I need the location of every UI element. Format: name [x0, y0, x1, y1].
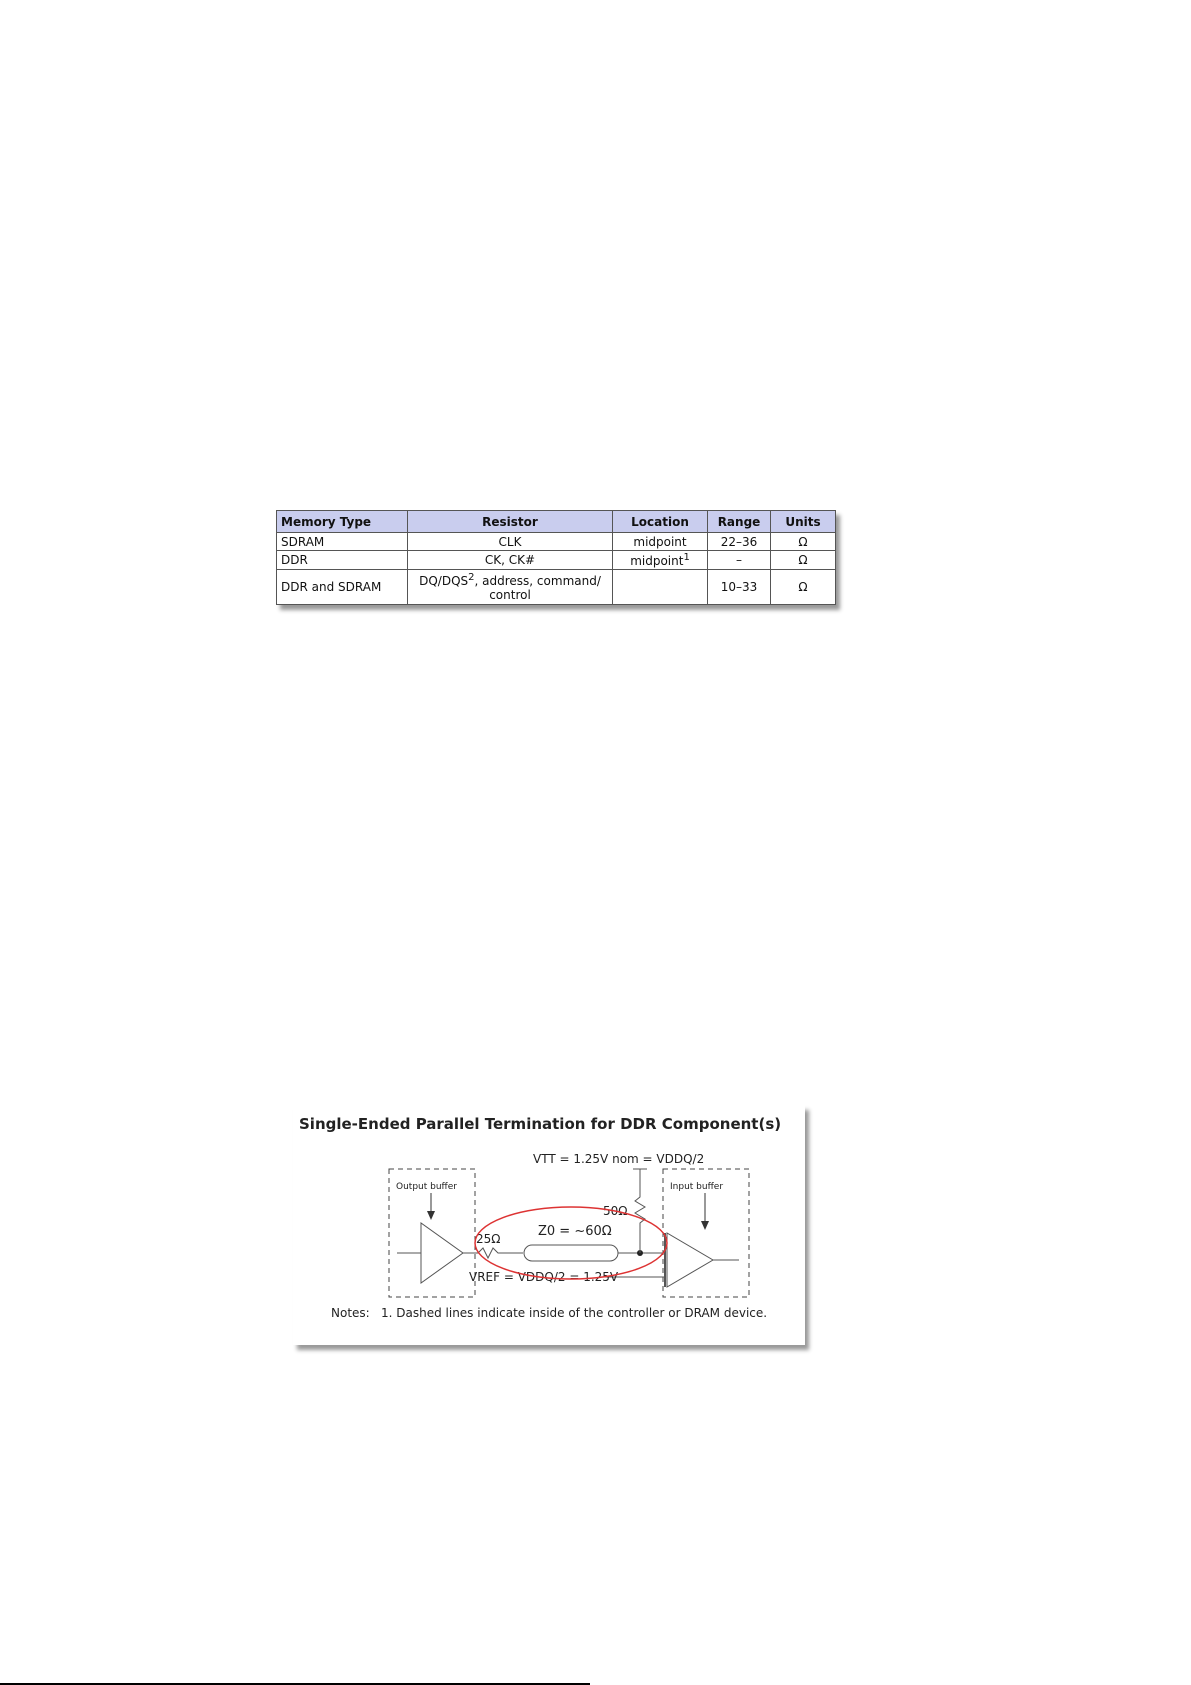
table-header-row [277, 511, 836, 533]
series-resistor-label: 25Ω [476, 1232, 501, 1246]
header-range: Range [708, 511, 771, 533]
footnote-ref: 2 [468, 572, 475, 583]
series-resistor [478, 1248, 523, 1258]
vtt-label: VTT = 1.25V nom = VDDQ/2 [533, 1152, 705, 1166]
table-row [277, 570, 836, 605]
table-row [277, 551, 836, 570]
cell-resistor: CK, CK# [408, 551, 613, 570]
resistor-text-cont: , address, command/ control [474, 574, 601, 602]
vref-label: VREF = VDDQ/2 = 1.25V [469, 1270, 619, 1284]
transmission-line [524, 1245, 618, 1261]
footnote-ref: 1 [683, 552, 690, 563]
cell-resistor [408, 570, 613, 605]
arrow-head-icon [427, 1211, 435, 1220]
table-row [277, 533, 836, 551]
termination-resistor-label: 50Ω [603, 1204, 628, 1218]
cell-type: DDR [277, 551, 408, 570]
highlight-ellipse [475, 1207, 667, 1279]
cell-range: 22–36 [708, 533, 771, 551]
cell-units: Ω [771, 551, 836, 570]
output-buffer-triangle [421, 1223, 463, 1283]
header-memory-type: Memory Type [277, 511, 408, 533]
input-buffer-label: Input buffer [670, 1182, 724, 1192]
header-resistor: Resistor [408, 511, 613, 533]
header-location: Location [613, 511, 708, 533]
header-units: Units [771, 511, 836, 533]
cell-range: – [708, 551, 771, 570]
output-buffer-label: Output buffer [396, 1182, 457, 1192]
termination-resistor-table [276, 510, 836, 605]
cell-range: 10–33 [708, 570, 771, 605]
cell-type: SDRAM [277, 533, 408, 551]
cell-location [613, 570, 708, 605]
location-text: midpoint [630, 554, 684, 568]
cell-units: Ω [771, 570, 836, 605]
cell-location: midpoint [613, 533, 708, 551]
cell-resistor: CLK [408, 533, 613, 551]
resistor-text: DQ/DQS [419, 574, 469, 588]
cell-type: DDR and SDRAM [277, 570, 408, 605]
z0-label: Z0 = ~60Ω [538, 1224, 612, 1239]
figure-title: Single-Ended Parallel Termination for DDR Component(s) [299, 1115, 782, 1133]
circuit-schematic [293, 1105, 805, 1345]
notes-label: Notes: [331, 1306, 370, 1320]
arrow-head-icon [701, 1221, 709, 1230]
termination-resistor [635, 1169, 645, 1253]
cell-units: Ω [771, 533, 836, 551]
cell-location [613, 551, 708, 570]
termination-diagram [293, 1105, 805, 1345]
note-1: 1. Dashed lines indicate inside of the controller or DRAM device. [381, 1306, 768, 1320]
input-buffer-triangle [667, 1233, 713, 1287]
